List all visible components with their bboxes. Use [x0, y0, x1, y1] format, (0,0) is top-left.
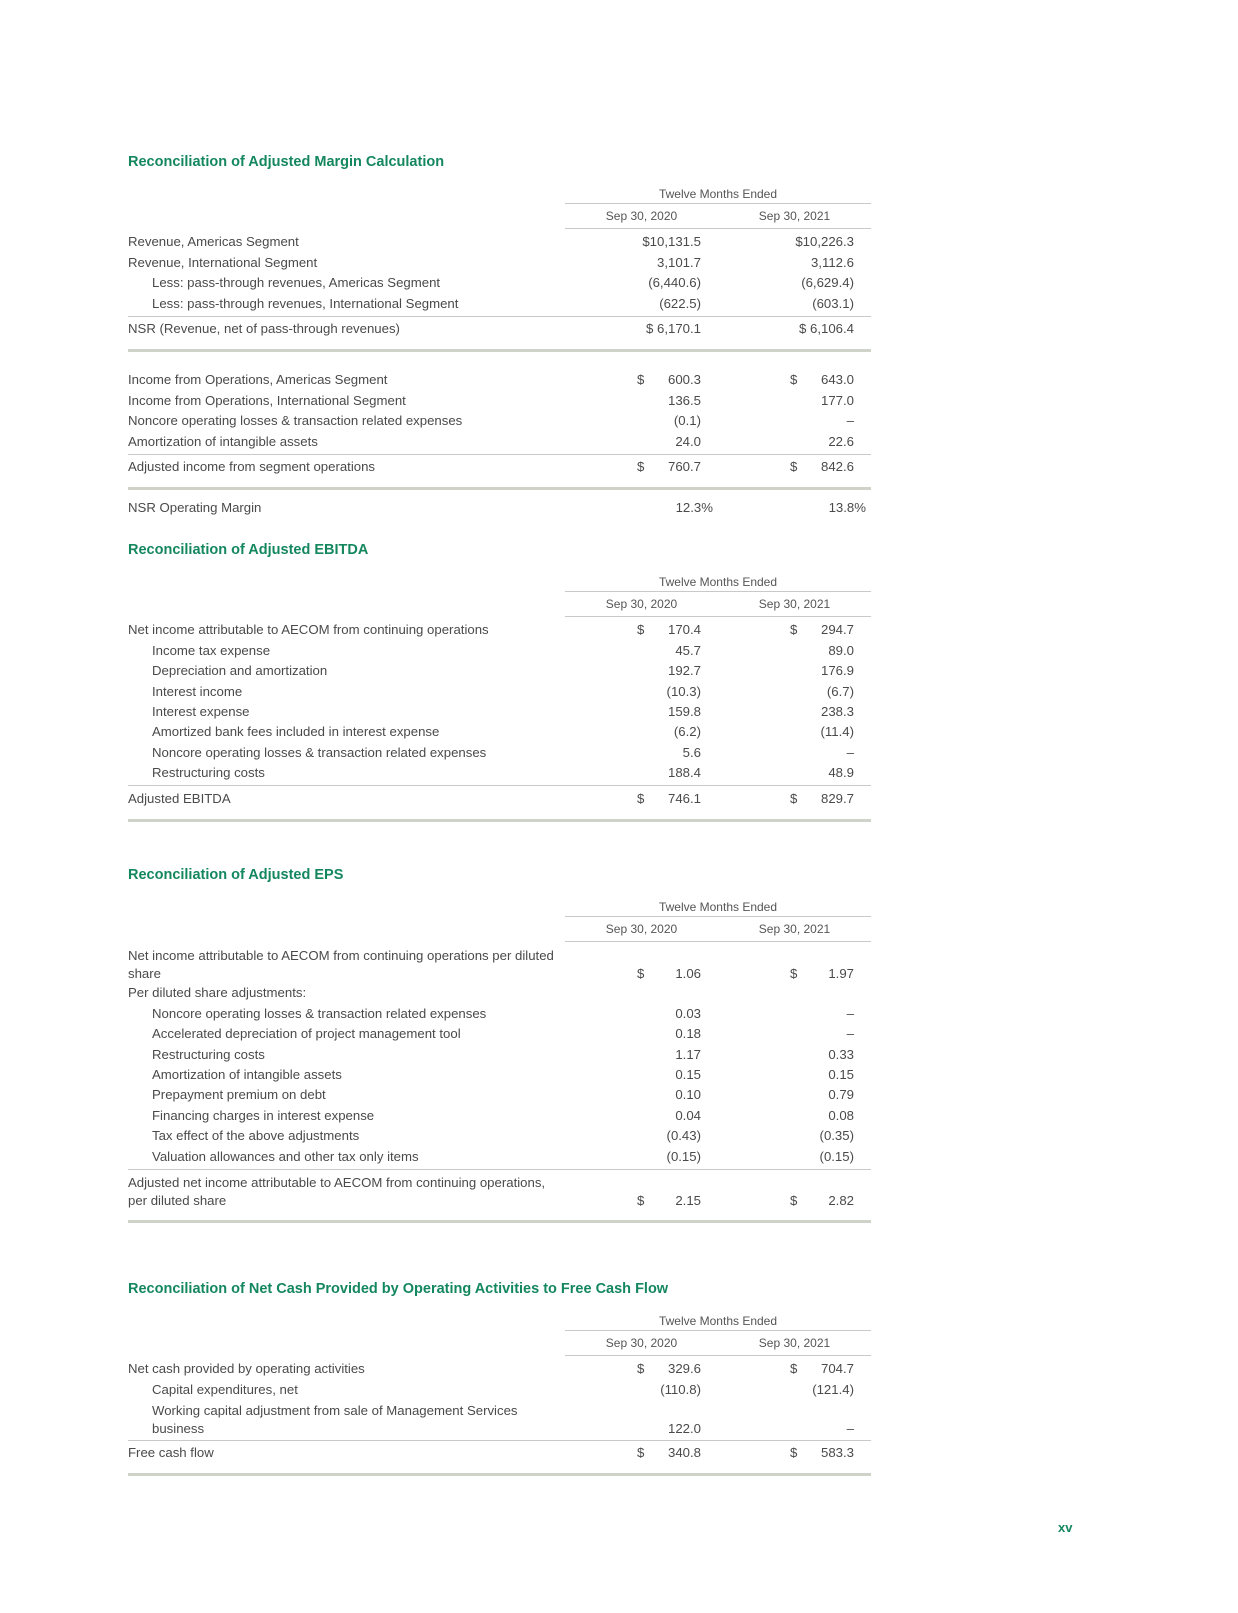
value-text: 2.15 [675, 1192, 701, 1208]
table-row [128, 661, 871, 681]
value-text: – [846, 744, 854, 760]
column-header-2020: Sep 30, 2020 [605, 209, 678, 223]
value-text: 5.6 [682, 744, 701, 760]
period-header: Twelve Months Ended [565, 898, 871, 917]
value-2020 [565, 273, 718, 293]
value-2021 [718, 1106, 871, 1126]
value-2021 [718, 1420, 871, 1438]
value-text: 0.79 [828, 1087, 854, 1103]
row-label: Valuation allowances and other tax only items [152, 1148, 419, 1164]
row-label: Noncore operating losses & transaction related expenses [152, 1005, 487, 1021]
value-text: 643.0 [820, 372, 854, 388]
total-rule [128, 1220, 871, 1223]
value-2020 [565, 411, 718, 431]
value-text: 1.97 [828, 966, 854, 981]
value-2021 [718, 702, 871, 722]
value-text: 0.18 [675, 1026, 701, 1042]
row-label: Net income attributable to AECOM from continuing operations per diluted share [128, 948, 554, 981]
row-label: Restructuring costs [152, 765, 265, 781]
value-2020 [565, 1085, 718, 1105]
value-text: (0.35) [819, 1128, 854, 1144]
value-text: – [846, 1005, 854, 1021]
row-label: Amortized bank fees included in interest expense [152, 724, 440, 740]
value-text: 192.7 [667, 663, 701, 679]
table-row [128, 1379, 871, 1399]
table-row [128, 763, 871, 783]
value-2020 [565, 763, 718, 783]
row-label: Noncore operating losses & transaction related expenses [128, 413, 463, 429]
row-label: Amortization of intangible assets [128, 433, 318, 449]
table-row [128, 1003, 871, 1023]
value-text: 340.8 [667, 1445, 701, 1461]
value-text: 760.7 [667, 458, 701, 474]
value-text: 0.03 [675, 1005, 701, 1021]
value-text: 0.04 [675, 1107, 701, 1123]
dollar-sign: $ [637, 622, 645, 638]
dollar-sign: $ [790, 622, 798, 638]
free-cash-flow-section [128, 1280, 871, 1476]
adjusted-ebitda-section [128, 541, 871, 822]
group-gap [128, 352, 871, 370]
value-text: 746.1 [667, 790, 701, 806]
table-row [128, 983, 871, 1003]
dollar-sign: $ [790, 458, 798, 474]
value-2021 [718, 661, 871, 681]
value-2020 [565, 457, 718, 477]
row-label: Net cash provided by operating activities [128, 1361, 365, 1377]
value-text: (622.5) [659, 295, 701, 311]
value-text: – [846, 1420, 854, 1436]
page-number: xv [1058, 1520, 1073, 1535]
value-text: 0.10 [675, 1087, 701, 1103]
total-rule [128, 819, 871, 822]
value-2021 [718, 232, 871, 252]
column-header-2021: Sep 30, 2021 [758, 209, 831, 223]
adjusted-eps-section [128, 866, 871, 1223]
value-2020 [565, 682, 718, 702]
value-2020 [565, 1192, 718, 1210]
section-title: Reconciliation of Adjusted EPS [128, 867, 344, 883]
value-text: 329.6 [667, 1361, 701, 1377]
row-label: Restructuring costs [152, 1046, 265, 1062]
section-title: Reconciliation of Adjusted Margin Calculation [128, 154, 445, 170]
value-2020 [565, 1359, 718, 1379]
value-text: 122.0 [667, 1420, 701, 1436]
table-row [128, 1024, 871, 1044]
value-2020 [565, 1126, 718, 1146]
value-text: 170.4 [667, 622, 701, 638]
value-text: 13.8% [828, 500, 866, 516]
value-2021 [718, 1065, 871, 1085]
value-2020 [565, 370, 718, 390]
column-header-2020: Sep 30, 2020 [605, 597, 678, 611]
value-text: 238.3 [820, 703, 854, 719]
dollar-sign: $ [637, 966, 645, 981]
value-2021 [718, 1359, 871, 1379]
row-label: Adjusted income from segment operations [128, 458, 376, 474]
value-2021 [718, 1192, 871, 1210]
table-row [128, 1105, 871, 1125]
spacer [128, 490, 871, 498]
row-label: Per diluted share adjustments: [128, 985, 307, 1001]
dollar-sign: $ [790, 790, 798, 806]
value-text: (0.15) [819, 1148, 854, 1164]
period-header: Twelve Months Ended [565, 1312, 871, 1331]
dollar-sign: $ [637, 790, 645, 806]
table-row [128, 273, 871, 293]
margin-row [128, 498, 871, 518]
total-rule [128, 1473, 871, 1476]
row-label: Interest expense [152, 703, 250, 719]
value-2021 [718, 1085, 871, 1105]
value-text: (0.1) [673, 413, 701, 429]
value-text: 24.0 [675, 433, 701, 449]
value-2021 [718, 1443, 871, 1463]
value-text: 177.0 [820, 392, 854, 408]
value-text: 48.9 [828, 765, 854, 781]
value-2020 [565, 1024, 718, 1044]
value-2020 [565, 965, 718, 983]
value-text: 45.7 [675, 642, 701, 658]
table-row [128, 1359, 871, 1379]
column-header-2020: Sep 30, 2020 [605, 1336, 678, 1350]
value-2021 [718, 457, 871, 477]
value-text: 1.06 [675, 966, 701, 981]
total-row [128, 316, 871, 339]
value-text: $10,131.5 [642, 234, 701, 250]
row-label: Free cash flow [128, 1445, 214, 1461]
value-2021 [718, 411, 871, 431]
dollar-sign: $ [790, 966, 798, 981]
table-row [128, 1044, 871, 1064]
dollar-sign: $ [637, 1361, 645, 1377]
value-2020 [565, 722, 718, 742]
value-text: $10,226.3 [795, 234, 854, 250]
total-row [128, 1440, 871, 1463]
value-text: 3,112.6 [810, 254, 854, 270]
value-2021 [718, 682, 871, 702]
table-row [128, 722, 871, 742]
value-2020 [565, 432, 718, 452]
value-text: 583.3 [820, 1445, 854, 1461]
value-text: (110.8) [660, 1381, 701, 1397]
period-header: Twelve Months Ended [565, 185, 871, 204]
table-row [128, 1146, 871, 1166]
value-2021 [718, 1004, 871, 1024]
value-2021 [718, 294, 871, 314]
value-2020 [565, 1443, 718, 1463]
row-label: Tax effect of the above adjustments [152, 1128, 360, 1144]
value-2020 [565, 1106, 718, 1126]
value-2020 [565, 1420, 718, 1438]
dollar-sign: $ [637, 372, 645, 388]
value-text: 159.8 [667, 703, 701, 719]
table-row [128, 293, 871, 313]
value-2021 [718, 1126, 871, 1146]
value-2021 [718, 370, 871, 390]
row-label: Revenue, Americas Segment [128, 234, 299, 250]
row-label: Capital expenditures, net [152, 1381, 298, 1397]
column-headers [565, 1331, 871, 1356]
table-row [128, 390, 871, 410]
value-text: (6,440.6) [648, 275, 701, 291]
value-2020 [565, 319, 718, 339]
table-row [128, 1065, 871, 1085]
value-2020 [565, 253, 718, 273]
adjusted-margin-section [128, 153, 871, 518]
value-2020 [565, 641, 718, 661]
value-2021 [718, 253, 871, 273]
value-text: 3,101.7 [657, 254, 701, 270]
table-row [128, 1126, 871, 1146]
value-2020 [565, 1045, 718, 1065]
value-text: $ 6,170.1 [646, 320, 701, 336]
row-label: Less: pass-through revenues, International Segment [152, 295, 459, 311]
value-2021 [718, 432, 871, 452]
value-text: 600.3 [667, 372, 701, 388]
table-row [128, 252, 871, 272]
table-row [128, 742, 871, 762]
value-2021 [718, 641, 871, 661]
value-2021 [718, 722, 871, 742]
table-row [128, 945, 871, 983]
row-label: Noncore operating losses & transaction related expenses [152, 744, 487, 760]
table-row [128, 431, 871, 451]
table-row [128, 702, 871, 722]
value-text: 22.6 [828, 433, 854, 449]
value-text: 829.7 [820, 790, 854, 806]
value-2020 [565, 743, 718, 763]
table-row [128, 1400, 871, 1438]
value-text: (121.4) [812, 1381, 854, 1397]
value-text: – [846, 413, 854, 429]
value-text: (0.15) [666, 1148, 701, 1164]
value-text: (11.4) [820, 724, 854, 740]
dollar-sign: $ [637, 1192, 645, 1208]
table-row [128, 640, 871, 660]
value-text: (6.2) [673, 724, 701, 740]
value-2021 [718, 273, 871, 293]
row-label: Income from Operations, International Segment [128, 392, 406, 408]
total-row [128, 1169, 871, 1210]
value-text: $ 6,106.4 [799, 320, 854, 336]
row-label: Net income attributable to AECOM from continuing operations [128, 622, 489, 638]
value-text: 0.15 [675, 1066, 701, 1082]
row-label: Interest income [152, 683, 243, 699]
section-title: Reconciliation of Net Cash Provided by Operating Activities to Free Cash Flow [128, 1281, 669, 1297]
value-text: 2.82 [828, 1192, 854, 1208]
dollar-sign: $ [637, 458, 645, 474]
value-2020 [565, 391, 718, 411]
value-2021 [718, 1380, 871, 1400]
row-label: Adjusted EBITDA [128, 790, 231, 806]
table-row [128, 370, 871, 390]
value-2021 [718, 498, 871, 518]
value-2021 [718, 391, 871, 411]
row-label: Working capital adjustment from sale of Management Services business [152, 1402, 518, 1436]
column-headers [565, 204, 871, 229]
value-2020 [565, 1380, 718, 1400]
column-header-2021: Sep 30, 2021 [758, 922, 831, 936]
value-2021 [718, 789, 871, 809]
column-headers [565, 592, 871, 617]
value-2020 [565, 232, 718, 252]
value-text: 842.6 [820, 458, 854, 474]
value-2020 [565, 702, 718, 722]
table-row [128, 681, 871, 701]
column-header-2021: Sep 30, 2021 [758, 1336, 831, 1350]
total-row [128, 454, 871, 477]
row-label: Amortization of intangible assets [152, 1066, 342, 1082]
value-2020 [565, 294, 718, 314]
value-text: 1.17 [675, 1046, 701, 1062]
section-title: Reconciliation of Adjusted EBITDA [128, 542, 369, 558]
value-text: 89.0 [828, 642, 854, 658]
value-2020 [565, 1147, 718, 1167]
column-header-2020: Sep 30, 2020 [605, 922, 678, 936]
value-2020 [565, 620, 718, 640]
row-label: Less: pass-through revenues, Americas Segment [152, 275, 441, 291]
value-2021 [718, 763, 871, 783]
dollar-sign: $ [637, 1445, 645, 1461]
value-text: (6.7) [826, 683, 854, 699]
row-label: Financing charges in interest expense [152, 1107, 375, 1123]
value-text: 0.08 [828, 1107, 854, 1123]
dollar-sign: $ [790, 1445, 798, 1461]
value-2021 [718, 620, 871, 640]
value-text: 704.7 [820, 1361, 854, 1377]
value-text: 294.7 [820, 622, 854, 638]
value-2021 [718, 1147, 871, 1167]
value-text: 188.4 [667, 765, 701, 781]
value-text: (10.3) [666, 683, 701, 699]
row-label: Accelerated depreciation of project management tool [152, 1026, 461, 1042]
row-label: Income from Operations, Americas Segment [128, 372, 388, 388]
row-label: Income tax expense [152, 642, 271, 658]
value-text: – [846, 1026, 854, 1042]
dollar-sign: $ [790, 1192, 798, 1208]
value-2020 [565, 1004, 718, 1024]
table-row [128, 1085, 871, 1105]
value-text: (0.43) [666, 1128, 701, 1144]
total-row [128, 785, 871, 808]
row-label: Depreciation and amortization [152, 663, 328, 679]
value-2021 [718, 1045, 871, 1065]
value-2021 [718, 319, 871, 339]
value-2020 [565, 498, 718, 518]
value-2021 [718, 743, 871, 763]
value-2020 [565, 661, 718, 681]
column-headers [565, 917, 871, 942]
value-text: 176.9 [820, 663, 854, 679]
table-row [128, 620, 871, 640]
period-header: Twelve Months Ended [565, 573, 871, 592]
value-2020 [565, 1065, 718, 1085]
row-label: Adjusted net income attributable to AECOM from continuing operations, per diluted share [128, 1174, 546, 1208]
column-header-2021: Sep 30, 2021 [758, 597, 831, 611]
value-text: 0.15 [828, 1066, 854, 1082]
dollar-sign: $ [790, 372, 798, 388]
table-row [128, 232, 871, 252]
value-text: 0.33 [828, 1046, 854, 1062]
row-label: Prepayment premium on debt [152, 1087, 326, 1103]
dollar-sign: $ [790, 1361, 798, 1377]
value-2021 [718, 965, 871, 983]
row-label: NSR (Revenue, net of pass-through revenues) [128, 320, 400, 336]
value-text: 136.5 [667, 392, 701, 408]
row-label: Revenue, International Segment [128, 254, 318, 270]
value-2021 [718, 1024, 871, 1044]
value-text: (603.1) [812, 295, 854, 311]
table-row [128, 411, 871, 431]
value-2020 [565, 789, 718, 809]
row-label: NSR Operating Margin [128, 500, 262, 516]
value-text: (6,629.4) [801, 275, 854, 291]
value-text: 12.3% [675, 500, 713, 516]
